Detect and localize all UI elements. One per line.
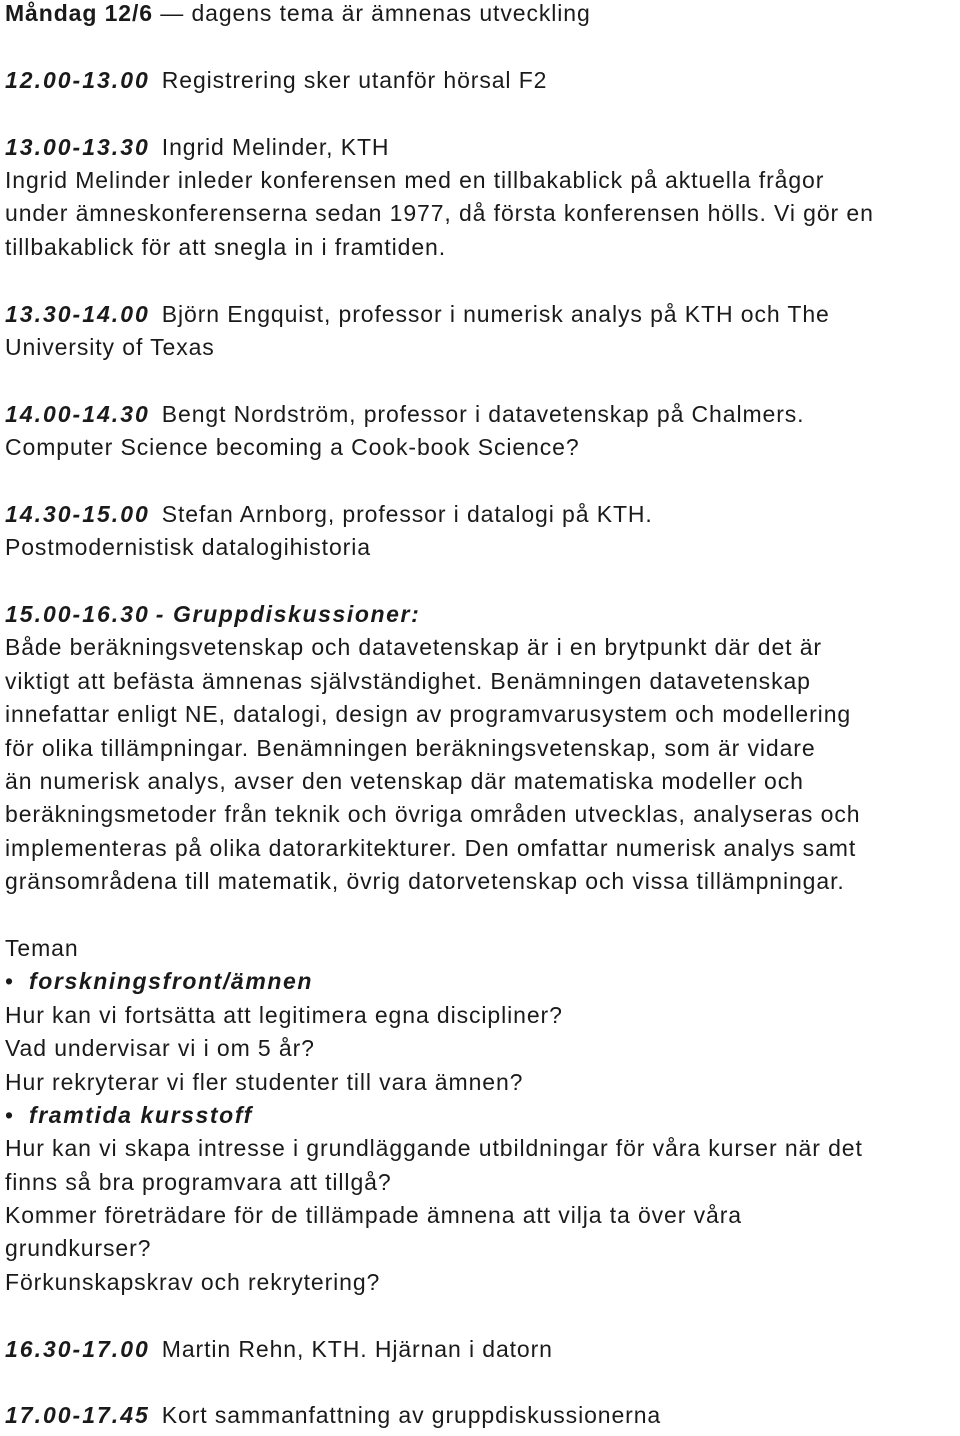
theme-title: forskningsfront/ämnen [29, 968, 314, 995]
themes-heading: Teman [5, 934, 79, 961]
theme-question: Kommer företrädare för de tillämpade ämnena att vilja ta över våra [5, 1202, 742, 1229]
discussion-line: implementeras på olika datorarkitekturer. Den omfattar numerisk analys samt [5, 834, 857, 861]
schedule-title: Registrering sker utanför hörsal F2 [161, 66, 548, 93]
schedule-item-1430 [5, 501, 955, 534]
day-label: Måndag 12/6 [5, 0, 153, 26]
discussion-time: 15.00-16.30 [5, 601, 150, 628]
bullet-icon: • [5, 1101, 14, 1128]
schedule-title: Björn Engquist, professor i numerisk analys på KTH och The [161, 300, 830, 327]
discussion-line: Både beräkningsvetenskap och datavetenskap är i en brytpunkt där det är [5, 634, 822, 661]
schedule-title: Ingrid Melinder, KTH [161, 133, 390, 160]
schedule-item-1400 [5, 401, 955, 434]
discussion-label: - Gruppdiskussioner: [155, 601, 421, 628]
schedule-desc-line: Ingrid Melinder inleder konferensen med en tillbakablick på aktuella frågor [5, 166, 825, 193]
schedule-desc-line: University of Texas [5, 333, 215, 360]
schedule-time: 13.30-14.00 [5, 300, 150, 327]
theme-question: Hur kan vi fortsätta att legitimera egna discipliner? [5, 1001, 563, 1028]
discussion-line: beräkningsmetoder från teknik och övriga områden utvecklas, analyseras och [5, 801, 861, 828]
discussion-line: gränsområdena till matematik, övrig datorvetenskap och vissa tillämpningar. [5, 868, 845, 895]
schedule-desc-line: Computer Science becoming a Cook-book Science? [5, 434, 580, 461]
schedule-time: 14.00-14.30 [5, 400, 150, 427]
discussion-heading [5, 601, 955, 634]
theme-question: finns så bra programvara att tillgå? [5, 1168, 392, 1195]
theme-group-title [5, 1102, 955, 1135]
schedule-item-1630 [5, 1336, 955, 1369]
discussion-line: än numerisk analys, avser den vetenskap där matematiska modeller och [5, 767, 804, 794]
document [5, 0, 955, 1436]
theme-question: Vad undervisar vi i om 5 år? [5, 1035, 315, 1062]
schedule-time: 17.00-17.45 [5, 1402, 150, 1429]
header-dash: — [160, 0, 185, 26]
day-theme: dagens tema är ämnenas utveckling [191, 0, 591, 26]
schedule-item-1700 [5, 1402, 955, 1435]
schedule-desc-line: Postmodernistisk datalogihistoria [5, 534, 371, 561]
schedule-desc-line: under ämneskonferenserna sedan 1977, då första konferensen hölls. Vi gör en [5, 200, 874, 227]
schedule-desc-line: tillbakablick för att snegla in i framtiden. [5, 233, 447, 260]
discussion-line: för olika tillämpningar. Benämningen beräkningsvetenskap, som är vidare [5, 734, 816, 761]
schedule-title: Kort sammanfattning av gruppdiskussionerna [161, 1402, 662, 1429]
schedule-item-1200 [5, 67, 955, 100]
schedule-time: 14.30-15.00 [5, 500, 150, 527]
schedule-time: 12.00-13.00 [5, 66, 150, 93]
discussion-line: innefattar enligt NE, datalogi, design av programvarusystem och modellering [5, 701, 852, 728]
schedule-title: Bengt Nordström, professor i datavetenskap på Chalmers. [161, 400, 805, 427]
schedule-time: 16.30-17.00 [5, 1335, 150, 1362]
theme-question: Hur rekryterar vi fler studenter till vara ämnen? [5, 1068, 524, 1095]
theme-question: Hur kan vi skapa intresse i grundläggande utbildningar för våra kurser när det [5, 1135, 863, 1162]
theme-group-title [5, 968, 955, 1001]
discussion-line: viktigt att befästa ämnenas självständighet. Benämningen datavetenskap [5, 667, 811, 694]
schedule-item-1300 [5, 134, 955, 167]
schedule-item-1330 [5, 301, 955, 334]
theme-question: Förkunskapskrav och rekrytering? [5, 1268, 381, 1295]
page-header [5, 0, 955, 33]
schedule-title: Martin Rehn, KTH. Hjärnan i datorn [161, 1335, 553, 1362]
schedule-title: Stefan Arnborg, professor i datalogi på KTH. [161, 500, 653, 527]
theme-title: framtida kursstoff [29, 1101, 253, 1128]
schedule-time: 13.00-13.30 [5, 133, 150, 160]
theme-question: grundkurser? [5, 1235, 152, 1262]
bullet-icon: • [5, 968, 14, 995]
